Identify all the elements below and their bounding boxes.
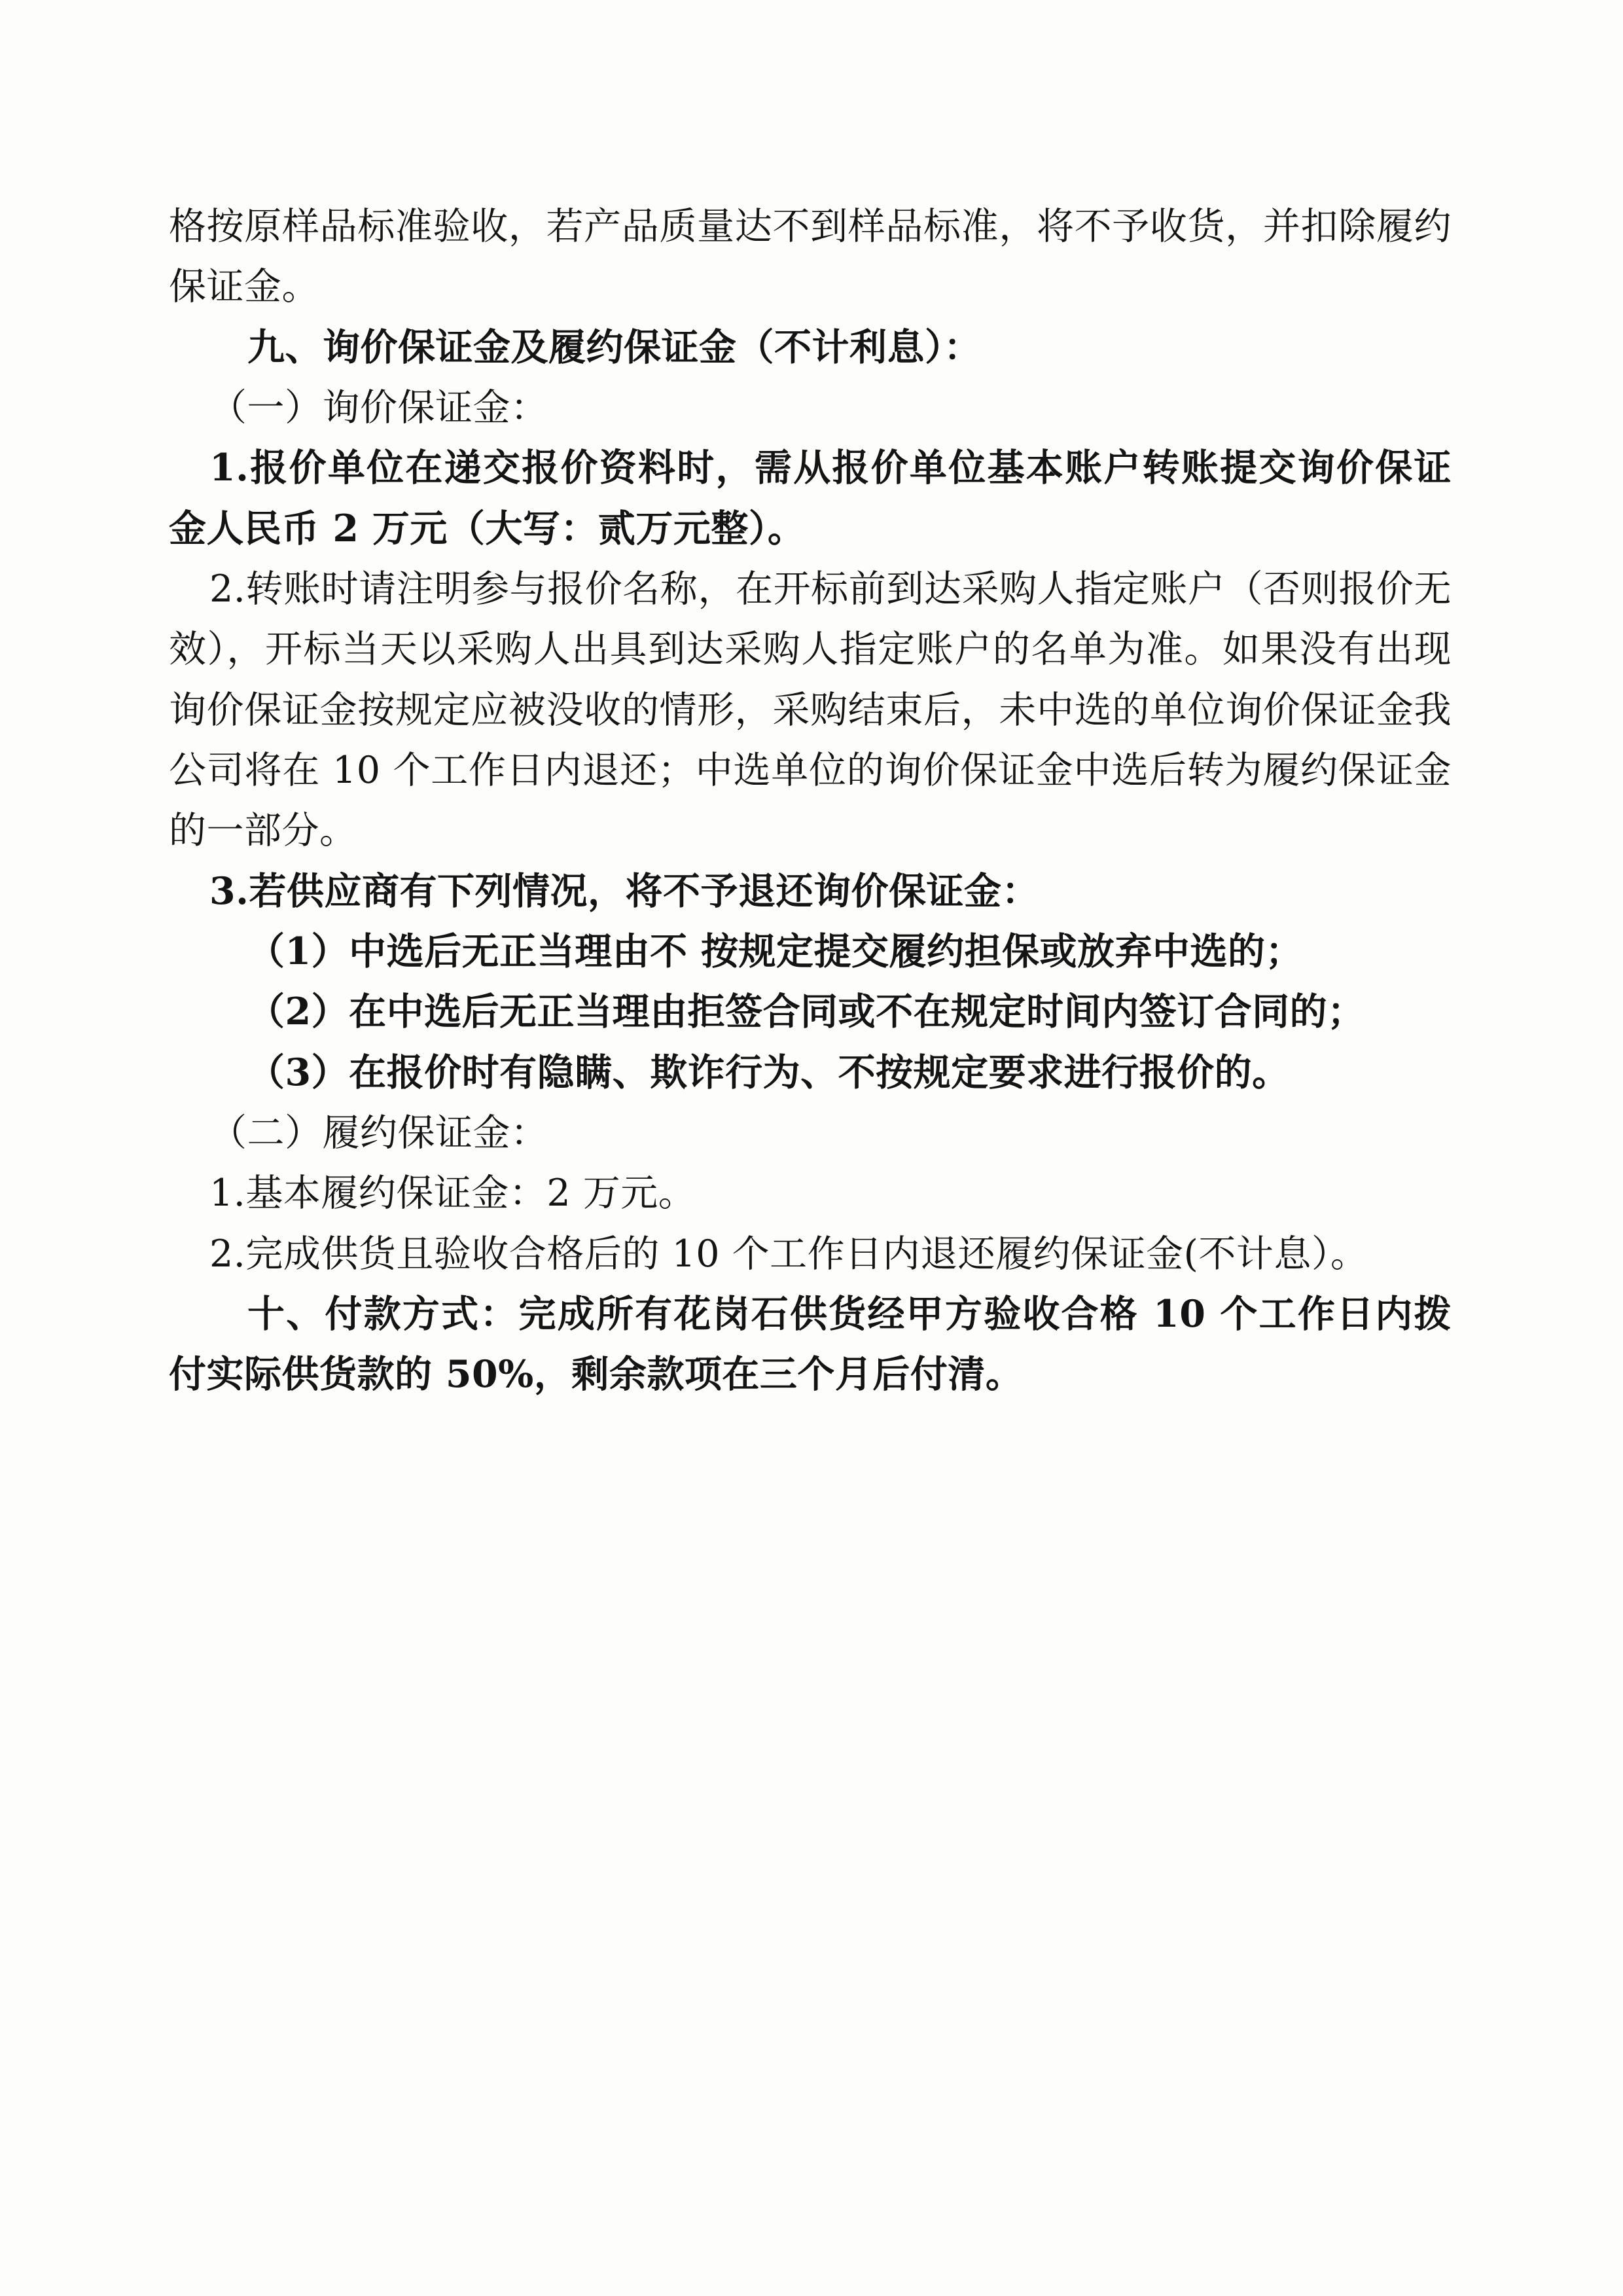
paragraph-continuation: 格按原样品标准验收，若产品质量达不到样品标准，将不予收货，并扣除履约保证金。 (169, 205, 1452, 309)
paragraph-item-one-3-2: （2）在中选后无正当理由拒签合同或不在规定时间内签订合同的； (247, 990, 1365, 1034)
paragraph-item-one-2: 2.转账时请注明参与报价名称，在开标前到达采购人指定账户（否则报价无效），开标当天以采购人出具到达采购人指定账户的名单为准。如果没有出现询价保证金按规定应被没收的情形，采购结束后，未中选的单位询价保证金我公司将在 10 个工作日内退还；中选单位的询价保证金中选后转为履约保证金的一部分。 (169, 567, 1452, 853)
heading-section-nine: 九、询价保证金及履约保证金（不计利息）： (247, 325, 982, 369)
paragraph-item-two: （二）履约保证金： (209, 1111, 548, 1155)
paragraph-item-one-3: 3.若供应商有下列情况，将不予退还询价保证金： (209, 869, 1040, 913)
paragraph-item-one: （一）询价保证金： (209, 386, 548, 429)
paragraph-item-one-3-1: （1）中选后无正当理由不 按规定提交履约担保或放弃中选的； (247, 929, 1304, 973)
paragraph-section-ten: 十、付款方式：完成所有花岗石供货经甲方验收合格 10 个工作日内拨付实际供货款的 50%，剩余款项在三个月后付清。 (169, 1291, 1452, 1397)
document-body (169, 196, 1452, 1405)
paragraph-item-one-3-3: （3）在报价时有隐瞒、欺诈行为、不按规定要求进行报价的。 (247, 1050, 1290, 1094)
paragraph-item-two-1: 1.基本履约保证金：2 万元。 (209, 1172, 696, 1215)
paragraph-item-one-1: 1.报价单位在递交报价资料时，需从报价单位基本账户转账提交询价保证金人民币 2 万元（大写：贰万元整）。 (169, 446, 1452, 550)
paragraph-item-two-2: 2.完成供货且验收合格后的 10 个工作日内退还履约保证金(不计息）。 (209, 1232, 1368, 1276)
